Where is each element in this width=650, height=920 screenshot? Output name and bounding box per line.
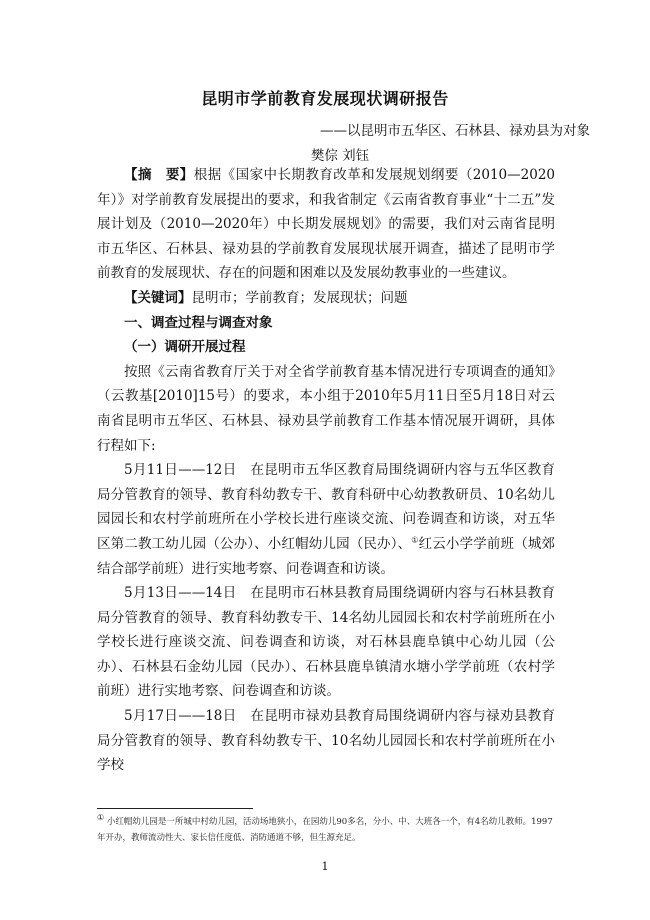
footnote	[97, 814, 555, 846]
body-text	[97, 163, 555, 778]
footnote-text: 小红帽幼儿园是一所城中村幼儿园，活动场地狭小，在园幼儿90多名，分小、中、大班各一个，有4名幼儿教师。1997年开办，教师流动性大、家长信任度低、消防通道不够，但生源充足。	[97, 817, 553, 843]
abstract-label: 【摘 要】	[124, 167, 194, 183]
subtitle: ——以昆明市五华区、石林县、禄劝县为对象	[320, 123, 590, 139]
schedule-paragraph-may11	[97, 458, 555, 581]
may11-text-b: 红云小学学前班（城郊结合部学前班）进行实地考察、问卷调查和访谈。	[97, 535, 556, 577]
footnote-number: ①	[97, 813, 105, 823]
abstract-text: 根据《国家中长期教育改革和发展规划纲要（2010—2020年）》对学前教育发展提出的要求，和我省制定《云南省教育事业“十二五”发展计划及（2010—2020年）中长期发展规划》的需要，我们对云南省昆明市五华区、石林县、禄劝县的学前教育发展现状展开调查，描述了昆明市学前教育的发展现状、存在的问题和困难以及发展幼教事业的一些建议。	[97, 167, 556, 282]
abstract-paragraph	[97, 163, 555, 286]
footnote-marker[interactable]: ①	[411, 535, 419, 545]
schedule-paragraph-may17: 5月17日——18日 在昆明市禄劝县教育局围绕调研内容与禄劝县教育局分管教育的领导、教育科幼教专干、10名幼儿园园长和农村学前班所在小学校	[97, 708, 555, 774]
intro-paragraph: 按照《云南省教育厅关于对全省学前教育基本情况进行专项调查的通知》（云教基[2010]15号）的要求，本小组于2010年5月11日至5月18日对云南省昆明市五华区、石林县、禄劝县学前教育工作基本情况展开调研，具体行程如下:	[97, 363, 555, 454]
authors: 樊倧 刘钰	[310, 148, 370, 164]
page-title: 昆明市学前教育发展现状调研报告	[201, 89, 449, 108]
keywords-label: 【关键词】	[124, 289, 192, 306]
subsection-heading: （一）调研开展过程	[124, 339, 246, 356]
keywords-paragraph	[97, 286, 555, 311]
may11-text-a: 5月11日——12日 在昆明市五华区教育局围绕调研内容与五华区教育局分管教育的领导、教育科幼教专干、教育科研中心幼教教研员、10名幼儿园园长和农村学前班所在小学校长进行座谈交流、问卷调查和访谈，对五华区第二教工幼儿园（公办）、小红帽幼儿园（民办）、	[97, 462, 555, 552]
footnote-divider	[97, 808, 253, 809]
page-number: 1	[321, 860, 329, 873]
section-heading: 一、调查过程与调查对象	[124, 314, 273, 331]
keywords-text: 昆明市；学前教育；发展现状；问题	[191, 289, 408, 306]
schedule-paragraph-may13: 5月13日——14日 在昆明市石林县教育局围绕调研内容与石林县教育局分管教育的领导、教育科幼教专干、14名幼儿园园长和农村学前班所在小学校长进行座谈交流、问卷调查和访谈，对石林县鹿阜镇中心幼儿园（公办）、石林县石金幼儿园（民办）、石林县鹿阜镇清水塘小学学前班（农村学前班）进行实地考察、问卷调查和访谈。	[97, 585, 555, 700]
